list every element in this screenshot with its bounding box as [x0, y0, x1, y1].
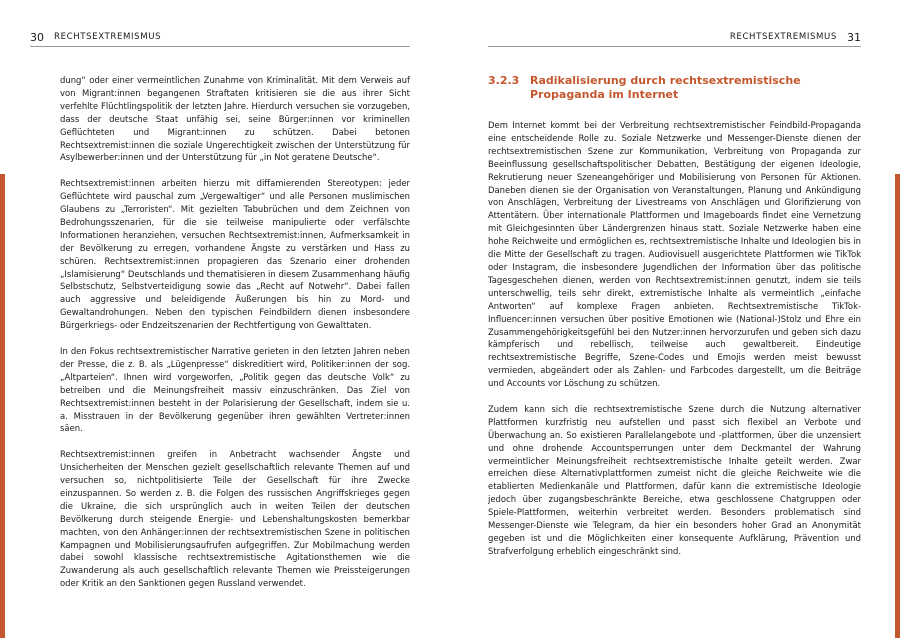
left-running-title: RECHTSEXTREMISMUS [54, 32, 162, 42]
paragraph: dung“ oder einer vermeintlichen Zunahme von Kriminalität. Mit dem Verweis auf von Migrant:innen begangenen Straftaten kritisieren sie die aus ihrer Sicht verfehlte Flüchtlingspolitik der letzten Jahre. Hierdurch versuchen sie vorzugeben, dass der deutsche Staat unfähig sei, seine Bürger:innen vor kriminellen Geflüchteten und Migrant:innen zu schützen. Dabei betonen Rechtsextremist:innen die soziale Ungerechtigkeit zwischen der Unterstützung für Asylbewerber:innen und der Unterstützung für „in Not geratene Deutsche“. [60, 75, 410, 163]
right-running-head [488, 30, 861, 44]
section-number: 3.2.3 [488, 74, 520, 87]
paragraph: Rechtsextremist:innen arbeiten hierzu mit diffamierenden Stereotypen: jeder Geflüchtete wird pauschal zum „Vergewaltiger“ und alle Personen muslimischen Glaubens zu „Terroristen“. Mit gezielten Tabubrüchen und dem Zeichnen von Bedrohungsszenarien, für die sie teilweise manipulierte oder verfälschte Informationen heranziehen, versuchen Rechtsextremist:innen, Aufmerksamkeit in der Bevölkerung zu erregen, vorhandene Ängste zu verstärken und Hass zu schüren. Rechtsextremist:innen propagieren das Szenario einer drohenden „Islamisierung“ Deutschlands und thematisieren in diesem Zusammenhang häufig Selbstschutz, Selbstverteidigung sowie das „Recht auf Notwehr“. Dabei fallen auch aggressive und beleidigende Äußerungen bis hin zu Mord- und Gewaltandrohungen. Neben den typischen Feindbildern dienen insbesondere Bürgerkriegs- oder Endzeitszenarien der Rechtfertigung von Gewalttaten. [60, 178, 410, 331]
right-page [488, 0, 861, 638]
left-page [30, 0, 410, 638]
right-header-rule [488, 46, 861, 47]
right-body-text [488, 74, 861, 571]
paragraph: In den Fokus rechtsextremistischer Narrative gerieten in den letzten Jahren neben der Presse, die z. B. als „Lügenpresse“ diskreditiert wird, Politiker:innen der sog. „Altparteien“. Ihnen wird vorgeworfen, „Politik gegen das deutsche Volk“ zu betreiben und die Meinungsfreiheit massiv einzuschränken. Das Ziel von Rechtsextremist:innen besteht in der Polarisierung der Gesellschaft, indem sie u. a. Misstrauen in der Bevölkerung gegenüber ihren gewählten Vertreter:innen säen. [60, 346, 410, 434]
left-header-rule [30, 46, 410, 47]
section-title: Radikalisierung durch rechtsextremistische Propaganda im Internet [530, 74, 801, 101]
paragraph: Rechtsextremist:innen greifen in Anbetracht wachsender Ängste und Unsicherheiten der Menschen gezielt gesellschaftlich relevante Themen auf und versuchen so, nichtpolitisierte Teile der Gesellschaft für ihre Zwecke einzuspannen. So werden z. B. die Folgen des russischen Angriffskrieges gegen die Ukraine, die sich ursprünglich auch in weiten Teilen der deutschen Bevölkerung durch steigende Energie- und Lebenshaltungskosten bemerkbar machten, von den Anhänger:innen der rechtsextremistischen Szene in politischen Kampagnen und Mobilisierungsaufrufen aufgegriffen. Zur Mobilmachung werden dabei sowohl klassische rechtsextremistische Agitationsthemen wie die Zuwanderung als auch gesellschaftlich relevante Themen wie Preissteigerungen oder Kritik an den Sanktionen gegen Russland verwendet. [60, 449, 410, 589]
right-page-number: 31 [847, 30, 861, 44]
paragraph: Zudem kann sich die rechtsextremistische Szene durch die Nutzung alternativer Plattformen kurzfristig neu aufstellen und passt sich flexibel an Verbote und Überwachung an. So existieren Parallelangebote und -plattformen, über die unzensiert und ohne drohende Accountsperrungen unter dem Deckmantel der Wahrung vermeintlicher Meinungsfreiheit rechtsextremistische Inhalte geteilt werden. Zwar erreichen diese Alternativplattformen zumeist nicht die gleiche Reichweite wie die etablierten Medienkanäle und Plattformen, dafür kann die extremistische Ideologie jedoch über zugangsbeschränkte Bereiche, etwa geschlossene Chatgruppen oder Spiele-Plattformen, weiterhin verbreitet werden. Besonders problematisch sind Messenger-Dienste wie Telegram, da hier ein besonders hoher Grad an Anonymität gegeben ist und die Möglichkeiten einer konsequente Aufklärung, Prävention und Strafverfolgung erheblich eingeschränkt sind. [488, 403, 861, 556]
left-running-head [30, 30, 410, 44]
page-edge-marker-left [0, 174, 5, 638]
right-running-title: RECHTSEXTREMISMUS [729, 32, 837, 42]
section-heading [488, 74, 861, 101]
paragraph: Dem Internet kommt bei der Verbreitung rechtsextremistischer Feindbild-Propaganda eine entscheidende Rolle zu. Soziale Netzwerke und Messenger-Dienste dienen der rechtsextremistischen Szene zur Kommunikation, Verbreitung von Propaganda zur Beeinflussung gesellschaftspolitischer Debatten, Bestätigung der eigenen Ideologie, Rekrutierung neuer Szeneangehöriger und Mobilisierung von Personen für Aktionen. Daneben dienen sie der Organisation von Veranstaltungen, Planung und Ankündigung von Anschlägen, Verbreitung der Livestreams von Anschlägen und Glorifizierung von Attentätern. Über internationale Plattformen und Imageboards findet eine Vernetzung mit Gleichgesinnten über Ländergrenzen hinaus statt. Soziale Netzwerke haben eine hohe Reichweite und ermöglichen es, rechtsextremistische Inhalte und Ideologien bis in die Mitte der Gesellschaft zu tragen. Audiovisuell ausgerichtete Plattformen wie TikTok oder Instagram, die insbesondere Jugendlichen der Information über das politische Tagesgeschehen dienen, werden von Rechtsextremist:innen genutzt, indem sie teils unterschwellig, teils sehr direkt, extremistische Inhalte als vermeintlich „einfache Antworten“ auf komplexe Fragen anbieten. Rechtsextremistische TikTok-Influencer:innen versuchen über positive Emotionen wie (National-)Stolz und Ehre ein Zusammengehörigkeitsgefühl bei den Nutzer:innen hervorzurufen und geben sich dazu kämpferisch und rebellisch, teilweise auch gewaltbereit. Eindeutige rechtsextremistische Begriffe, Szene-Codes und Emojis werden meist bewusst vermieden, abgeändert oder als Zahlen- und Farbcodes dargestellt, um die Beiträge und Accounts vor Löschung zu schützen. [488, 120, 861, 389]
left-body-text [60, 74, 410, 603]
page-edge-marker-right [895, 174, 900, 638]
left-page-number: 30 [30, 30, 44, 44]
